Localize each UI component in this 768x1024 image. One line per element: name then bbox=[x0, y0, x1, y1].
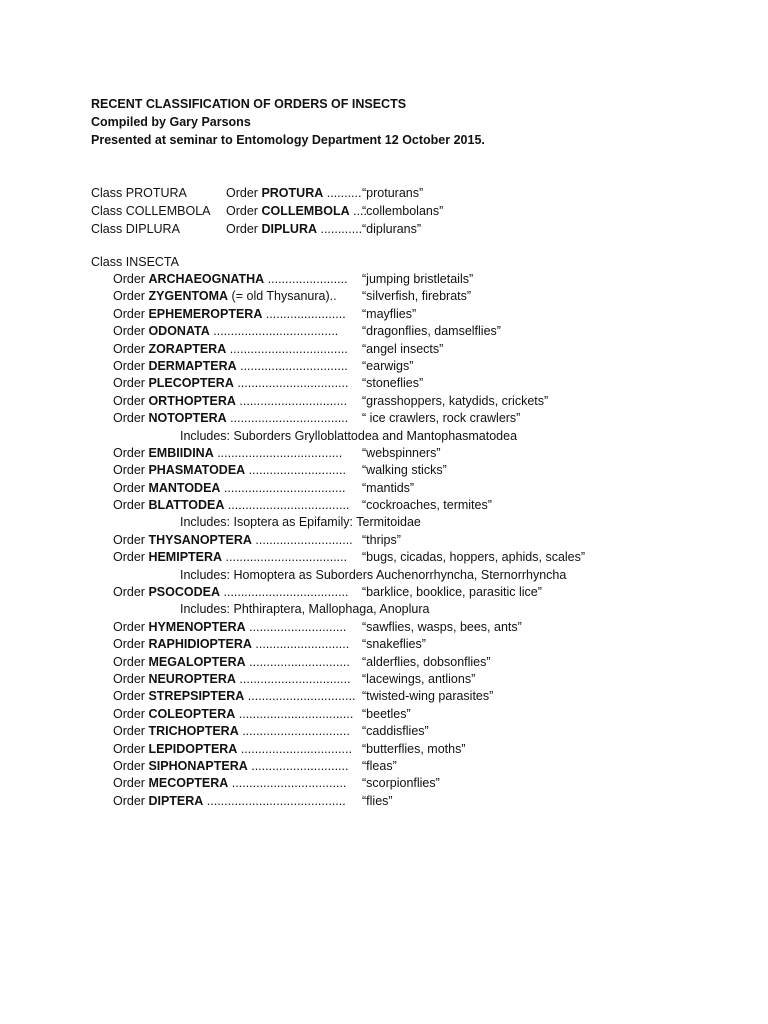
order-prefix: Order bbox=[113, 671, 149, 686]
order-row bbox=[91, 306, 566, 323]
order-cell bbox=[113, 549, 347, 566]
order-dots: ................................. bbox=[228, 776, 347, 791]
order-prefix: Order bbox=[113, 289, 149, 304]
order-dots: ................................... bbox=[222, 550, 348, 565]
common-name: “grasshoppers, katydids, crickets” bbox=[362, 393, 549, 408]
order-row bbox=[91, 619, 566, 636]
order-name: HYMENOPTERA bbox=[148, 619, 246, 634]
order-name: TRICHOPTERA bbox=[148, 724, 239, 739]
common-name: “diplurans” bbox=[362, 222, 422, 236]
common-name: “fleas” bbox=[362, 758, 397, 773]
order-dots: ............................ bbox=[251, 532, 353, 547]
order-prefix: Order bbox=[113, 619, 149, 634]
order-row bbox=[91, 341, 566, 358]
order-cell bbox=[113, 375, 348, 392]
order-cell bbox=[113, 288, 337, 305]
order-name: ZORAPTERA bbox=[148, 341, 227, 356]
includes-note: Includes: Homoptera as Suborders Auchenorrhyncha, Sternorrhyncha bbox=[180, 567, 567, 582]
order-cell bbox=[113, 445, 342, 462]
order-cell bbox=[113, 775, 346, 792]
order-row bbox=[91, 532, 566, 549]
order-dots: .................................. bbox=[226, 341, 348, 356]
order-cell bbox=[113, 654, 350, 671]
order-prefix: Order bbox=[113, 341, 149, 356]
order-row bbox=[91, 636, 566, 653]
includes-note: Includes: Suborders Grylloblattodea and Mantophasmatodea bbox=[180, 428, 518, 443]
compiler-line: Compiled by Gary Parsons bbox=[91, 115, 251, 129]
order-cell bbox=[113, 758, 348, 775]
class-prefix: Class bbox=[91, 204, 126, 218]
order-cell bbox=[113, 393, 347, 410]
order-row bbox=[91, 497, 566, 514]
order-dots: ........................................ bbox=[203, 793, 346, 808]
order-cell bbox=[226, 202, 367, 220]
common-name: “proturans” bbox=[362, 186, 424, 200]
order-name: DIPTERA bbox=[148, 793, 204, 808]
order-cell bbox=[113, 323, 338, 340]
order-prefix: Order bbox=[113, 706, 149, 721]
order-row bbox=[91, 706, 566, 723]
order-prefix: Order bbox=[113, 532, 149, 547]
order-prefix: Order bbox=[113, 272, 149, 286]
order-name: MEGALOPTERA bbox=[148, 654, 246, 669]
order-row bbox=[91, 688, 566, 705]
common-name: “scorpionflies” bbox=[362, 776, 440, 791]
order-row bbox=[91, 410, 566, 427]
common-name: “caddisflies” bbox=[362, 724, 429, 739]
order-dots: ............................... bbox=[244, 689, 356, 704]
order-cell bbox=[113, 706, 353, 723]
order-row bbox=[91, 445, 566, 462]
common-name: “collembolans” bbox=[362, 204, 444, 218]
order-dots: .................................... bbox=[209, 324, 339, 339]
order-name: MECOPTERA bbox=[148, 776, 229, 791]
order-prefix: Order bbox=[113, 724, 149, 739]
order-prefix: Order bbox=[113, 324, 149, 339]
order-prefix: Order bbox=[113, 306, 149, 321]
order-row bbox=[91, 758, 566, 775]
order-name: ARCHAEOGNATHA bbox=[148, 272, 265, 286]
order-prefix: Order bbox=[113, 376, 149, 391]
order-prefix: Order bbox=[113, 741, 149, 756]
common-name: “angel insects” bbox=[362, 341, 444, 356]
order-dots: ................................ bbox=[237, 741, 352, 756]
common-name: “thrips” bbox=[362, 532, 401, 547]
order-row bbox=[91, 323, 566, 340]
common-name: “snakeflies” bbox=[362, 637, 426, 652]
order-prefix: Order bbox=[113, 445, 149, 460]
class-prefix: Class bbox=[91, 222, 126, 236]
common-name: “ ice crawlers, rock crawlers” bbox=[362, 411, 521, 426]
class-name: PROTURA bbox=[125, 186, 187, 200]
order-prefix: Order bbox=[113, 480, 149, 495]
order-prefix: Order bbox=[113, 793, 149, 808]
order-cell bbox=[226, 184, 361, 202]
common-name: “twisted-wing parasites” bbox=[362, 689, 494, 704]
order-cell bbox=[113, 480, 345, 497]
order-row bbox=[91, 358, 566, 375]
common-name: “lacewings, antlions” bbox=[362, 671, 476, 686]
order-cell bbox=[113, 341, 348, 358]
order-name: DERMAPTERA bbox=[148, 358, 237, 373]
order-dots: .... bbox=[349, 204, 367, 218]
order-prefix: Order bbox=[226, 222, 262, 236]
order-name: STREPSIPTERA bbox=[148, 689, 245, 704]
order-dots: ............................... bbox=[235, 393, 348, 408]
order-row bbox=[91, 671, 566, 688]
common-name: “bugs, cicadas, hoppers, aphids, scales” bbox=[362, 550, 586, 565]
class-insecta-section bbox=[91, 253, 586, 810]
order-dots: ................................... bbox=[224, 498, 350, 513]
order-dots: ............................. bbox=[245, 654, 350, 669]
order-name: HEMIPTERA bbox=[148, 550, 223, 565]
common-name: “flies” bbox=[362, 793, 393, 808]
order-name: EMBIIDINA bbox=[148, 445, 214, 460]
order-name: LEPIDOPTERA bbox=[148, 741, 238, 756]
order-dots: .................................... bbox=[219, 585, 349, 600]
order-dots: .................................... bbox=[213, 445, 343, 460]
common-name: “alderflies, dobsonflies” bbox=[362, 654, 491, 669]
order-dots: ............................ bbox=[245, 619, 347, 634]
order-name: RAPHIDIOPTERA bbox=[148, 637, 252, 652]
order-cell bbox=[113, 462, 346, 479]
order-row bbox=[91, 549, 586, 566]
order-row bbox=[91, 654, 566, 671]
order-cell bbox=[113, 271, 348, 288]
order-name: PHASMATODEA bbox=[148, 463, 246, 478]
order-prefix: Order bbox=[113, 463, 149, 478]
order-row bbox=[91, 584, 566, 601]
order-dots: ........................... bbox=[251, 637, 350, 652]
class-prefix: Class bbox=[91, 186, 126, 200]
common-name: “dragonflies, damselflies” bbox=[362, 324, 501, 339]
order-prefix: Order bbox=[113, 498, 149, 513]
order-row bbox=[91, 723, 566, 740]
order-dots: ............................ bbox=[245, 463, 346, 478]
order-dots: ............................... bbox=[236, 358, 348, 373]
order-dots: ................................... bbox=[220, 480, 346, 495]
class-cell bbox=[91, 202, 211, 220]
order-dots: (= old Thysanura).. bbox=[228, 289, 337, 304]
order-prefix: Order bbox=[226, 204, 262, 218]
class-cell bbox=[91, 184, 187, 202]
order-name: PLECOPTERA bbox=[148, 376, 234, 391]
order-dots: ................................. bbox=[235, 706, 354, 721]
order-prefix: Order bbox=[113, 411, 149, 426]
order-prefix: Order bbox=[113, 637, 149, 652]
order-cell bbox=[113, 358, 348, 375]
order-cell bbox=[113, 671, 351, 688]
order-row bbox=[91, 393, 566, 410]
order-name: ODONATA bbox=[148, 324, 210, 339]
includes-note: Includes: Phthiraptera, Mallophaga, Anoplura bbox=[180, 602, 430, 617]
order-dots: ............................ bbox=[247, 758, 349, 773]
common-name: “walking sticks” bbox=[362, 463, 447, 478]
common-name: “butterflies, moths” bbox=[362, 741, 466, 756]
order-cell bbox=[113, 741, 352, 758]
common-name: “jumping bristletails” bbox=[362, 272, 474, 286]
common-name: “mayflies” bbox=[362, 306, 417, 321]
order-dots: ....................... bbox=[262, 306, 346, 321]
order-dots: ............................... bbox=[238, 724, 350, 739]
common-name: “earwigs” bbox=[362, 358, 414, 373]
order-prefix: Order bbox=[113, 654, 149, 669]
order-cell bbox=[113, 410, 348, 427]
order-row bbox=[91, 480, 566, 497]
order-name: BLATTODEA bbox=[148, 498, 225, 513]
order-prefix: Order bbox=[113, 585, 149, 600]
order-dots: ................................ bbox=[235, 671, 351, 686]
order-row bbox=[91, 775, 566, 792]
order-name: SIPHONAPTERA bbox=[148, 758, 248, 773]
common-name: “cockroaches, termites” bbox=[362, 498, 492, 513]
order-cell bbox=[113, 619, 346, 636]
order-cell bbox=[113, 532, 353, 549]
order-name: PSOCODEA bbox=[148, 585, 220, 600]
order-name: NEUROPTERA bbox=[148, 671, 236, 686]
order-prefix: Order bbox=[113, 776, 149, 791]
order-prefix: Order bbox=[226, 186, 262, 200]
order-prefix: Order bbox=[113, 550, 149, 565]
order-name: EPHEMEROPTERA bbox=[148, 306, 263, 321]
common-name: “sawflies, wasps, bees, ants” bbox=[362, 619, 522, 634]
order-dots: ....................... bbox=[264, 272, 348, 286]
order-name: COLEOPTERA bbox=[148, 706, 236, 721]
order-prefix: Order bbox=[113, 393, 149, 408]
order-prefix: Order bbox=[113, 758, 149, 773]
order-name: DIPLURA bbox=[261, 222, 317, 236]
order-dots: .................................. bbox=[226, 411, 349, 426]
order-row bbox=[91, 462, 566, 479]
order-cell bbox=[113, 688, 355, 705]
order-cell bbox=[113, 793, 346, 810]
document-header bbox=[91, 95, 485, 149]
order-row bbox=[91, 375, 566, 392]
order-prefix: Order bbox=[113, 689, 149, 704]
presented-line: Presented at seminar to Entomology Department 12 October 2015. bbox=[91, 133, 485, 147]
order-name: ZYGENTOMA bbox=[148, 289, 229, 304]
order-row bbox=[91, 793, 566, 810]
class-name: COLLEMBOLA bbox=[125, 204, 211, 218]
order-name: COLLEMBOLA bbox=[261, 204, 350, 218]
order-cell bbox=[113, 636, 349, 653]
order-prefix: Order bbox=[113, 358, 149, 373]
common-name: “webspinners” bbox=[362, 445, 441, 460]
common-name: “beetles” bbox=[362, 706, 411, 721]
common-name: “stoneflies” bbox=[362, 376, 424, 391]
order-name: PROTURA bbox=[261, 186, 324, 200]
class-name: DIPLURA bbox=[125, 222, 180, 236]
order-name: NOTOPTERA bbox=[148, 411, 227, 426]
order-dots: ................................ bbox=[233, 376, 349, 391]
order-name: MANTODEA bbox=[148, 480, 221, 495]
order-name: ORTHOPTERA bbox=[148, 393, 236, 408]
common-name: “barklice, booklice, parasitic lice” bbox=[362, 585, 542, 600]
order-row bbox=[91, 741, 566, 758]
order-dots: .......... bbox=[323, 186, 362, 200]
order-cell bbox=[113, 584, 348, 601]
class-cell bbox=[91, 220, 180, 238]
common-name: “mantids” bbox=[362, 480, 415, 495]
order-cell bbox=[113, 723, 350, 740]
class-insecta-title: Class INSECTA bbox=[91, 255, 179, 269]
order-name: THYSANOPTERA bbox=[148, 532, 252, 547]
order-cell bbox=[113, 497, 349, 514]
order-row bbox=[91, 271, 566, 288]
includes-note: Includes: Isoptera as Epifamily: Termitoidae bbox=[180, 515, 421, 530]
document-title: RECENT CLASSIFICATION OF ORDERS OF INSECTS bbox=[91, 97, 407, 111]
order-cell bbox=[226, 220, 362, 238]
common-name: “silverfish, firebrats” bbox=[362, 289, 472, 304]
order-cell bbox=[113, 306, 346, 323]
order-row bbox=[91, 288, 566, 305]
order-dots: ............ bbox=[317, 222, 363, 236]
